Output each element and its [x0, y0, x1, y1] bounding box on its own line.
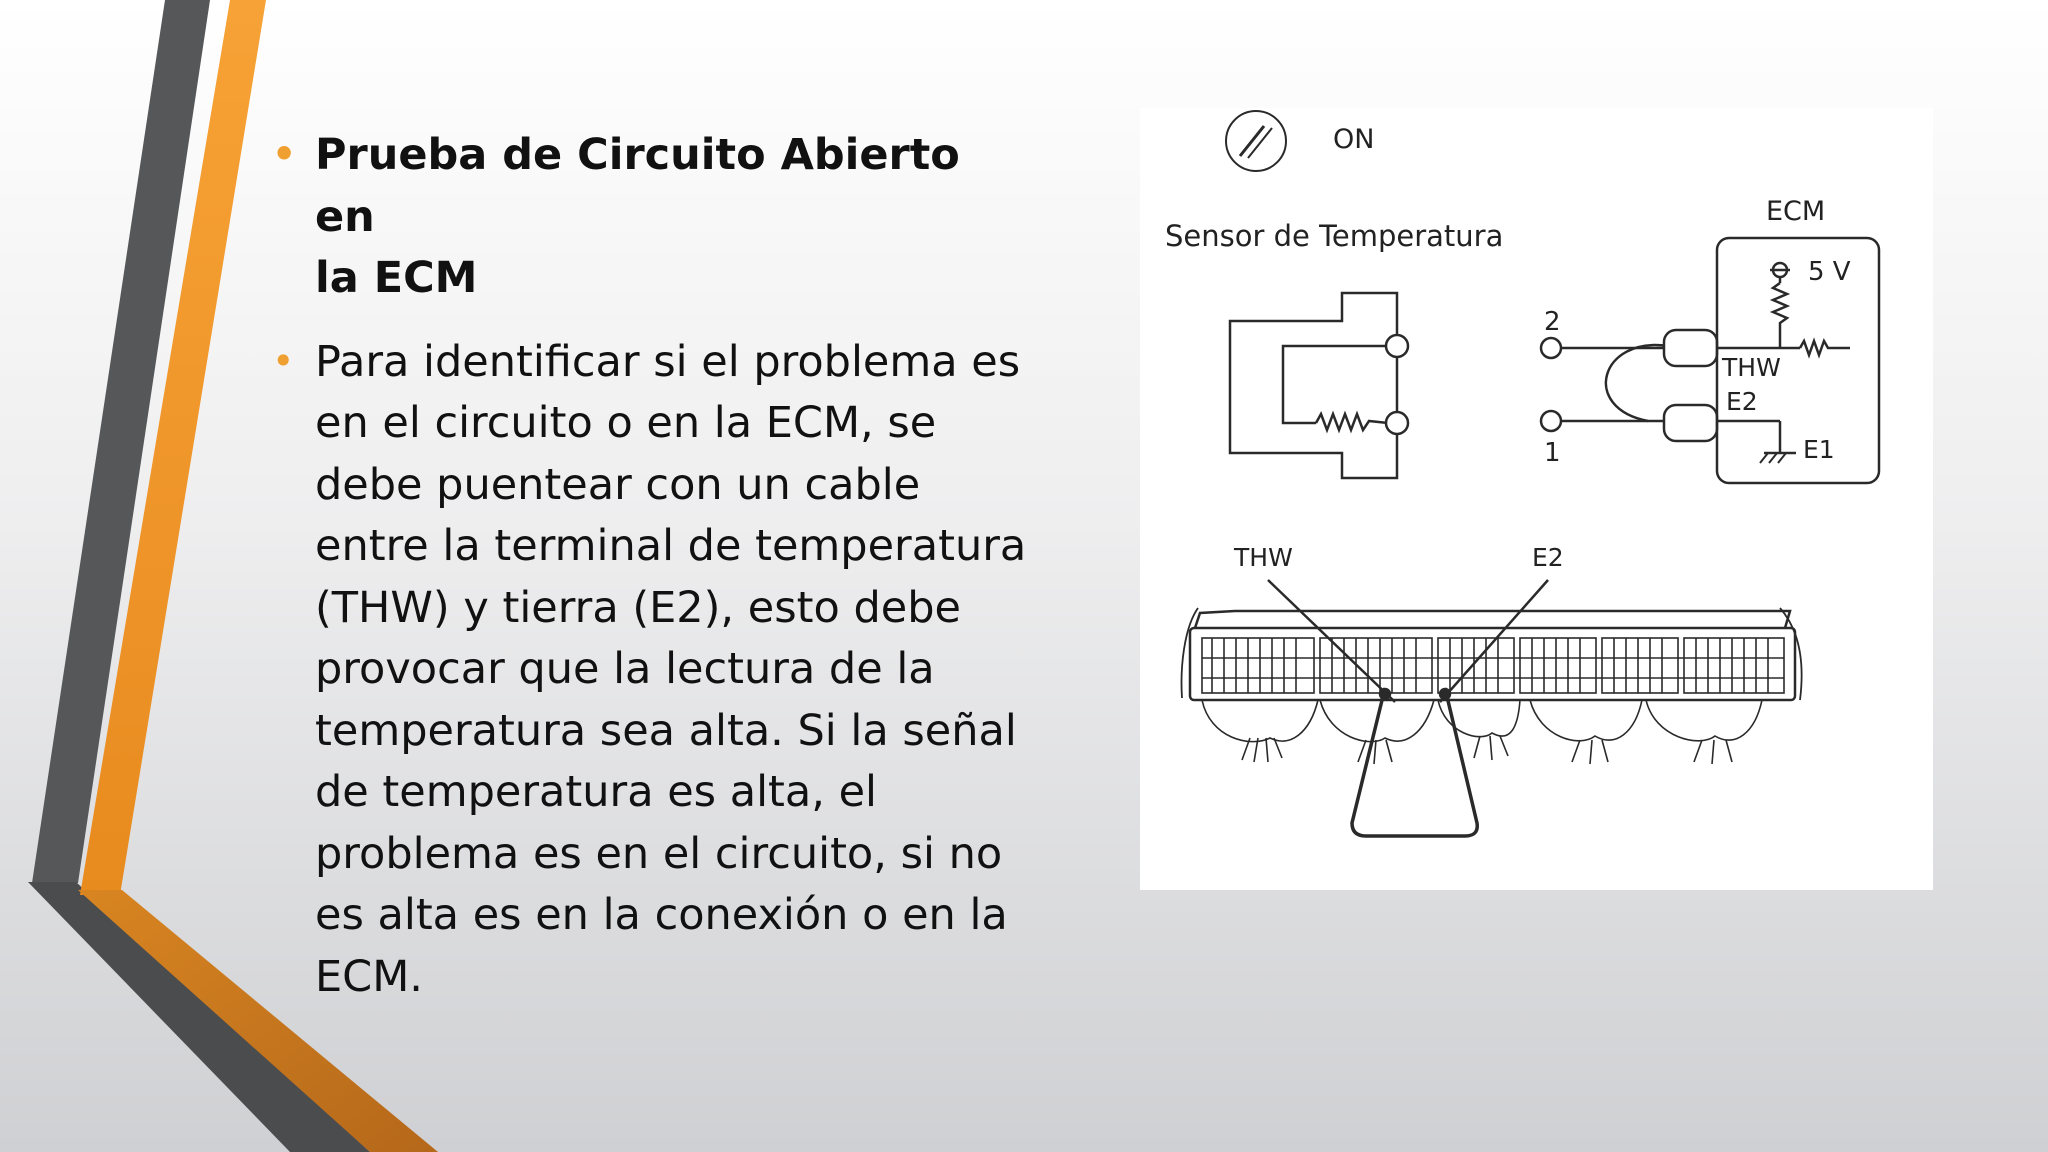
bullet-title	[270, 125, 1030, 310]
pin-2-label: 2	[1544, 307, 1561, 337]
bullet-line: debe puentear con un cable	[315, 459, 921, 510]
bullet-line: temperatura sea alta. Si la señal	[315, 705, 1017, 756]
temperature-sensor	[1230, 293, 1408, 478]
circuit-diagram	[1140, 108, 1933, 890]
bullet-line: entre la terminal de temperatura	[315, 521, 1027, 571]
bullet-line: provocar que la lectura de la	[315, 644, 935, 694]
bullet-line: ECM.	[315, 951, 423, 1002]
ecm-e2-label: E2	[1726, 387, 1758, 416]
slide-text	[270, 125, 1030, 1030]
bullet-line: Prueba de Circuito Abierto en	[315, 130, 960, 242]
ecm-thw-label: THW	[1722, 353, 1781, 382]
jumper-wire	[1561, 330, 1717, 441]
ecm-label: ECM	[1766, 196, 1826, 227]
bullet-line: problema es en el circuito, si no	[315, 828, 1003, 879]
test-jumper-loop	[1268, 580, 1548, 836]
bullet-line: la ECM	[315, 253, 478, 303]
sensor-label: Sensor de Temperatura	[1165, 219, 1504, 253]
bullet-dot: •	[272, 338, 295, 383]
ecm-resistor-icon	[1773, 283, 1787, 348]
terminal-2	[1541, 338, 1561, 358]
pin-1-label: 1	[1544, 438, 1561, 468]
ignition-switch-icon	[1226, 111, 1286, 171]
sensor-resistor-icon	[1316, 414, 1388, 430]
ecm-connector-block	[1182, 608, 1802, 764]
voltage-label: 5 V	[1808, 257, 1851, 287]
bullet-line: es alta es en la conexión o en la	[315, 890, 1008, 940]
connector-e2-label: E2	[1532, 543, 1564, 572]
bullet-body	[270, 332, 1030, 1009]
bullet-line: de temperatura es alta, el	[315, 767, 877, 817]
ignition-label: ON	[1333, 124, 1375, 155]
bullet-line: en el circuito o en la ECM, se	[315, 398, 937, 448]
bullet-dot: •	[272, 132, 297, 176]
connector-thw-label: THW	[1234, 543, 1293, 572]
terminal-1	[1541, 411, 1561, 431]
ground-label: E1	[1803, 435, 1835, 464]
bullet-line: Para identificar si el problema es	[315, 336, 1021, 387]
bullet-line: (THW) y tierra (E2), esto debe	[315, 582, 961, 633]
